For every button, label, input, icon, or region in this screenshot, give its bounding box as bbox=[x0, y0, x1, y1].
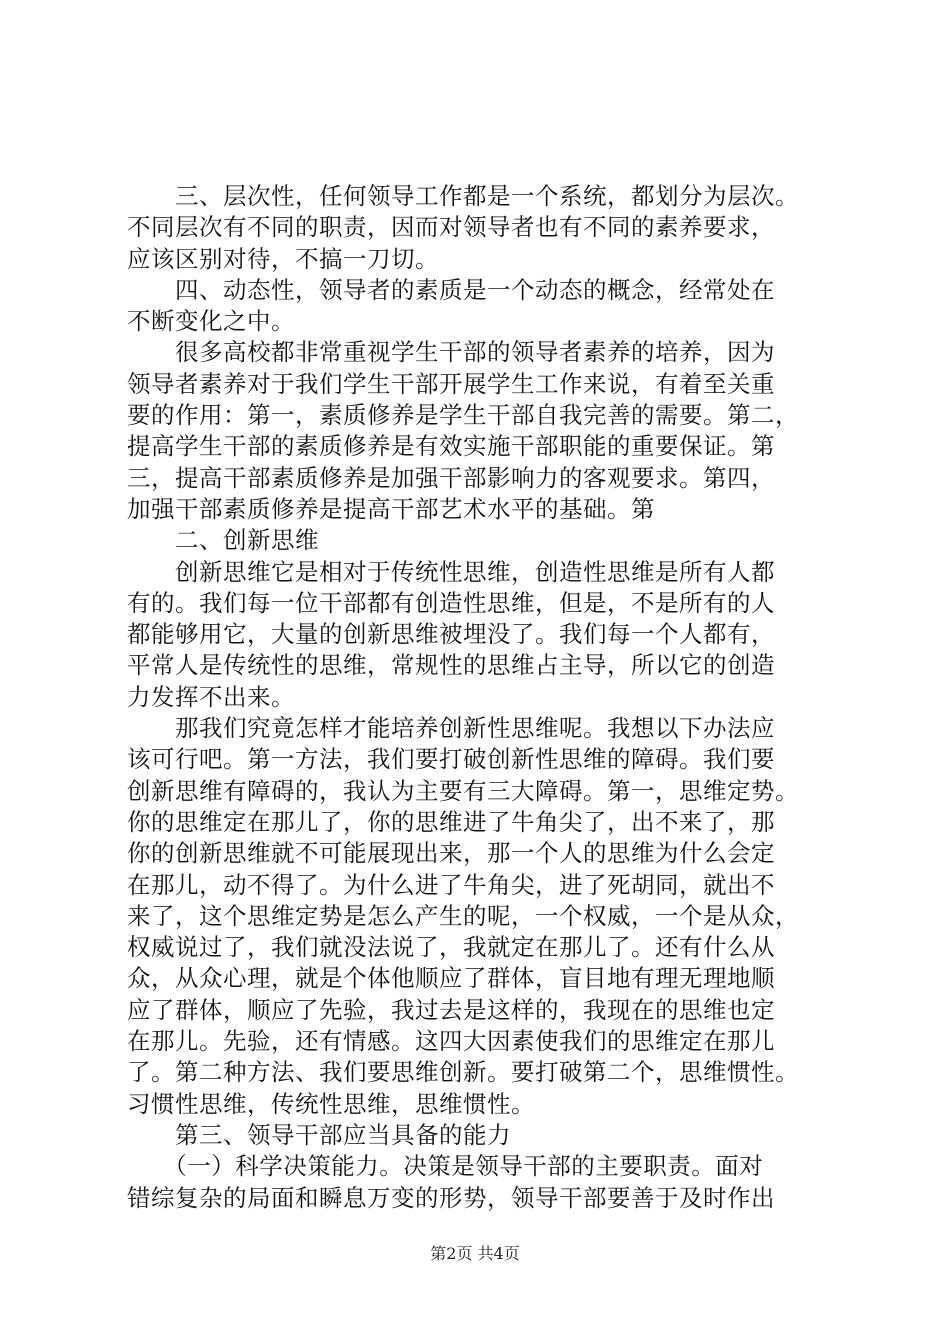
text-line: 你的创新思维就不可能展现出来，那一个人的思维为什么会定 bbox=[127, 839, 775, 868]
text-line: 来了，这个思维定势是怎么产生的呢，一个权威，一个是从众， bbox=[127, 901, 799, 930]
text-line: 要的作用：第一，素质修养是学生干部自我完善的需要。第二， bbox=[127, 401, 799, 430]
text-line: 习惯性思维，传统性思维，思维惯性。 bbox=[127, 1089, 535, 1118]
text-line: 在那儿，动不得了。为什么进了牛角尖，进了死胡同，就出不 bbox=[127, 870, 775, 899]
text-line: 四、动态性，领导者的素质是一个动态的概念，经常处在 bbox=[127, 275, 775, 304]
text-line: 该可行吧。第一方法，我们要打破创新性思维的障碍。我们要 bbox=[127, 745, 775, 774]
text-line: 应该区别对待，不搞一刀切。 bbox=[127, 244, 439, 273]
text-line: 很多高校都非常重视学生干部的领导者素养的培养，因为 bbox=[127, 338, 775, 367]
text-line: 都能够用它，大量的创新思维被埋没了。我们每一个人都有， bbox=[127, 620, 775, 649]
text-line: 错综复杂的局面和瞬息万变的形势，领导干部要善于及时作出 bbox=[127, 1183, 775, 1212]
page-footer: 第2页 共4页 bbox=[430, 1244, 520, 1263]
text-line: 力发挥不出来。 bbox=[127, 682, 295, 711]
text-line: 了。第二种方法、我们要思维创新。要打破第二个，思维惯性。 bbox=[127, 1058, 799, 1087]
text-line: 三，提高干部素质修养是加强干部影响力的客观要求。第四， bbox=[127, 463, 775, 492]
text-line: 第三、领导干部应当具备的能力 bbox=[127, 1120, 511, 1149]
text-line: 众，从众心理，就是个体他顺应了群体，盲目地有理无理地顺 bbox=[127, 964, 775, 993]
text-line: 在那儿。先验，还有情感。这四大因素使我们的思维定在那儿 bbox=[127, 1027, 775, 1056]
text-line: 不断变化之中。 bbox=[127, 307, 295, 336]
text-line: 不同层次有不同的职责，因而对领导者也有不同的素养要求， bbox=[127, 213, 775, 242]
text-line: 创新思维有障碍的，我认为主要有三大障碍。第一，思维定势。 bbox=[127, 776, 799, 805]
text-line: 二、创新思维 bbox=[127, 526, 319, 555]
text-line: 你的思维定在那儿了，你的思维进了牛角尖了，出不来了，那 bbox=[127, 807, 775, 836]
text-line: 有的。我们每一位干部都有创造性思维，但是，不是所有的人 bbox=[127, 588, 775, 617]
text-line: 平常人是传统性的思维，常规性的思维占主导，所以它的创造 bbox=[127, 651, 775, 680]
text-line: 领导者素养对于我们学生干部开展学生工作来说，有着至关重 bbox=[127, 369, 775, 398]
text-line: 创新思维它是相对于传统性思维，创造性思维是所有人都 bbox=[127, 557, 775, 586]
text-line: 权威说过了，我们就没法说了，我就定在那儿了。还有什么从 bbox=[127, 933, 775, 962]
text-line: 提高学生干部的素质修养是有效实施干部职能的重要保证。第 bbox=[127, 432, 775, 461]
text-line: （一）科学决策能力。决策是领导干部的主要职责。面对 bbox=[127, 1152, 764, 1181]
text-line: 应了群体，顺应了先验，我过去是这样的，我现在的思维也定 bbox=[127, 995, 775, 1024]
text-line: 那我们究竟怎样才能培养创新性思维呢。我想以下办法应 bbox=[127, 714, 775, 743]
body-text bbox=[127, 181, 835, 1214]
text-line: 加强干部素质修养是提高干部艺术水平的基础。第 bbox=[127, 494, 655, 523]
text-line: 三、层次性，任何领导工作都是一个系统，都划分为层次。 bbox=[127, 182, 799, 210]
